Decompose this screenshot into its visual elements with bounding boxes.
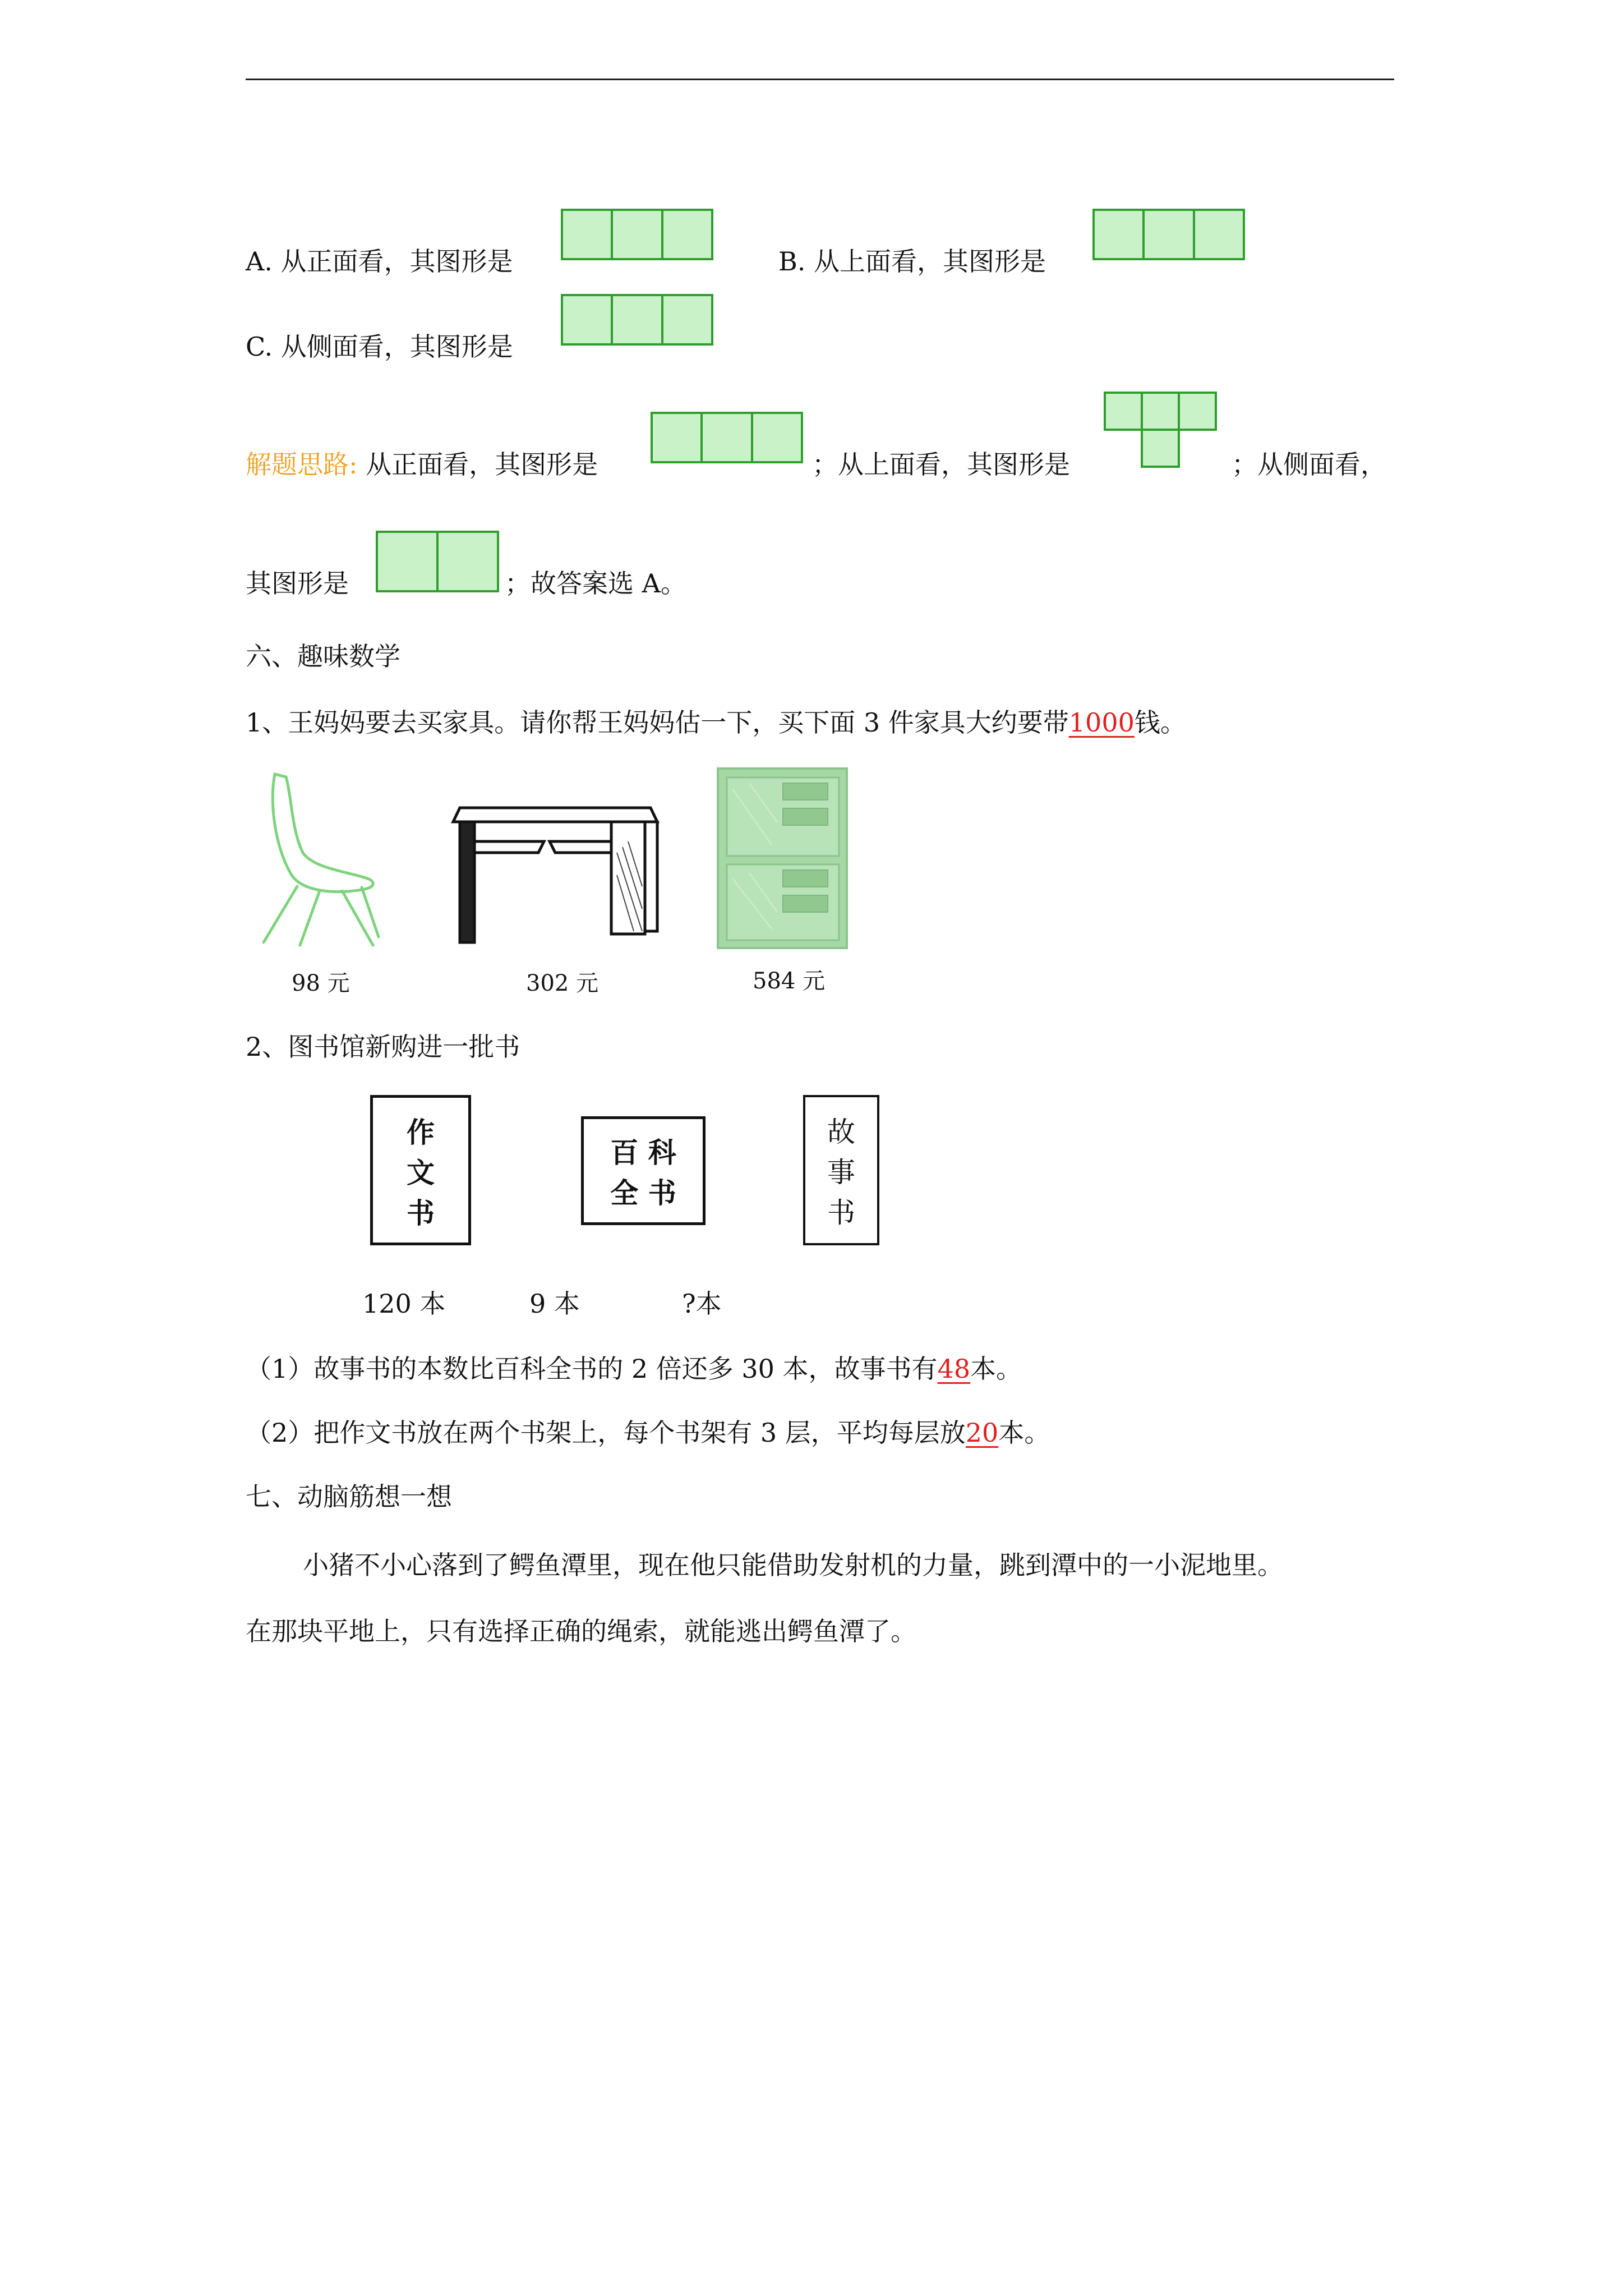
sub1-prefix: （1）故事书的本数比百科全书的 2 倍还多 30 本，故事书有 [246, 1354, 938, 1384]
cabinet-image [716, 766, 856, 951]
book-story [803, 1095, 879, 1245]
option-c: C. 从侧面看，其图形是 [246, 332, 513, 362]
section7-para-line2: 在那块平地上，只有选择正确的绳索，就能逃出鳄鱼潭了。 [246, 1616, 916, 1646]
header-rule [246, 79, 1394, 80]
solution-top-shape-cell [1141, 392, 1180, 431]
sub2-suffix: 本。 [998, 1418, 1050, 1448]
section7-heading: 七、动脑筋想一想 [246, 1481, 452, 1512]
solution-top-shape-cell [1104, 392, 1143, 431]
book-title-line: 事 [827, 1156, 855, 1189]
solution-top-shape-cell [1141, 429, 1180, 468]
option-b-shape [1092, 209, 1245, 260]
sub2-prefix: （2）把作文书放在两个书架上，每个书架有 3 层，平均每层放 [246, 1418, 966, 1448]
option-a: A. 从正面看，其图形是 [246, 246, 513, 277]
desk-image [449, 797, 662, 948]
q1-suffix: 钱。 [1134, 707, 1186, 738]
solution-side-shape [376, 531, 499, 592]
book-title-line: 故 [827, 1116, 855, 1148]
q1-answer: 1000 [1068, 707, 1135, 738]
solution-front-shape [651, 412, 803, 463]
section6-heading: 六、趣味数学 [246, 641, 400, 671]
option-a-shape [561, 209, 713, 260]
sub2-answer: 20 [965, 1418, 999, 1448]
sub-question-1 [246, 1352, 1022, 1386]
book-title-line: 书 [827, 1197, 855, 1229]
book-title-line: 作 [407, 1116, 435, 1149]
chair-price: 98 元 [292, 970, 350, 996]
solution-line2-prefix: 其图形是 [246, 568, 349, 599]
book-story-count: ?本 [682, 1289, 722, 1319]
book-title-line: 书 [407, 1197, 435, 1230]
q2: 2、图书馆新购进一批书 [246, 1032, 520, 1062]
solution-line2-suffix: ；故答案选 A。 [505, 568, 686, 599]
section7-para-line1: 小猪不小心落到了鳄鱼潭里，现在他只能借助发射机的力量，跳到潭中的一小泥地里。 [303, 1550, 1283, 1580]
solution-top-shape-cell [1178, 392, 1217, 431]
solution-part3: ；从侧面看， [1232, 449, 1386, 480]
sub-question-2 [246, 1416, 1050, 1450]
book-encyclopedia-count: 9 本 [529, 1289, 580, 1319]
desk-price: 302 元 [526, 970, 599, 996]
chair-image [258, 769, 393, 954]
cabinet-price: 584 元 [753, 968, 826, 994]
book-title-line: 文 [407, 1156, 435, 1189]
q1 [246, 706, 1186, 739]
book-encyclopedia [581, 1116, 706, 1225]
option-c-shape [561, 294, 713, 346]
solution-part1: 从正面看，其图形是 [357, 449, 598, 480]
solution-part2: ；从上面看，其图形是 [812, 449, 1070, 480]
book-composition-count: 120 本 [362, 1289, 446, 1319]
sub1-suffix: 本。 [970, 1354, 1022, 1384]
book-composition [370, 1095, 471, 1245]
option-b: B. 从上面看，其图形是 [778, 246, 1046, 277]
q1-prefix: 1、王妈妈要去买家具。请你帮王妈妈估一下，买下面 3 件家具大约要带 [246, 707, 1069, 738]
sub1-answer: 48 [937, 1354, 971, 1384]
book-title-line: 全 书 [610, 1176, 676, 1209]
solution-line1 [246, 448, 598, 481]
solution-label: 解题思路: [246, 449, 358, 480]
book-title-line: 百 科 [610, 1136, 676, 1169]
